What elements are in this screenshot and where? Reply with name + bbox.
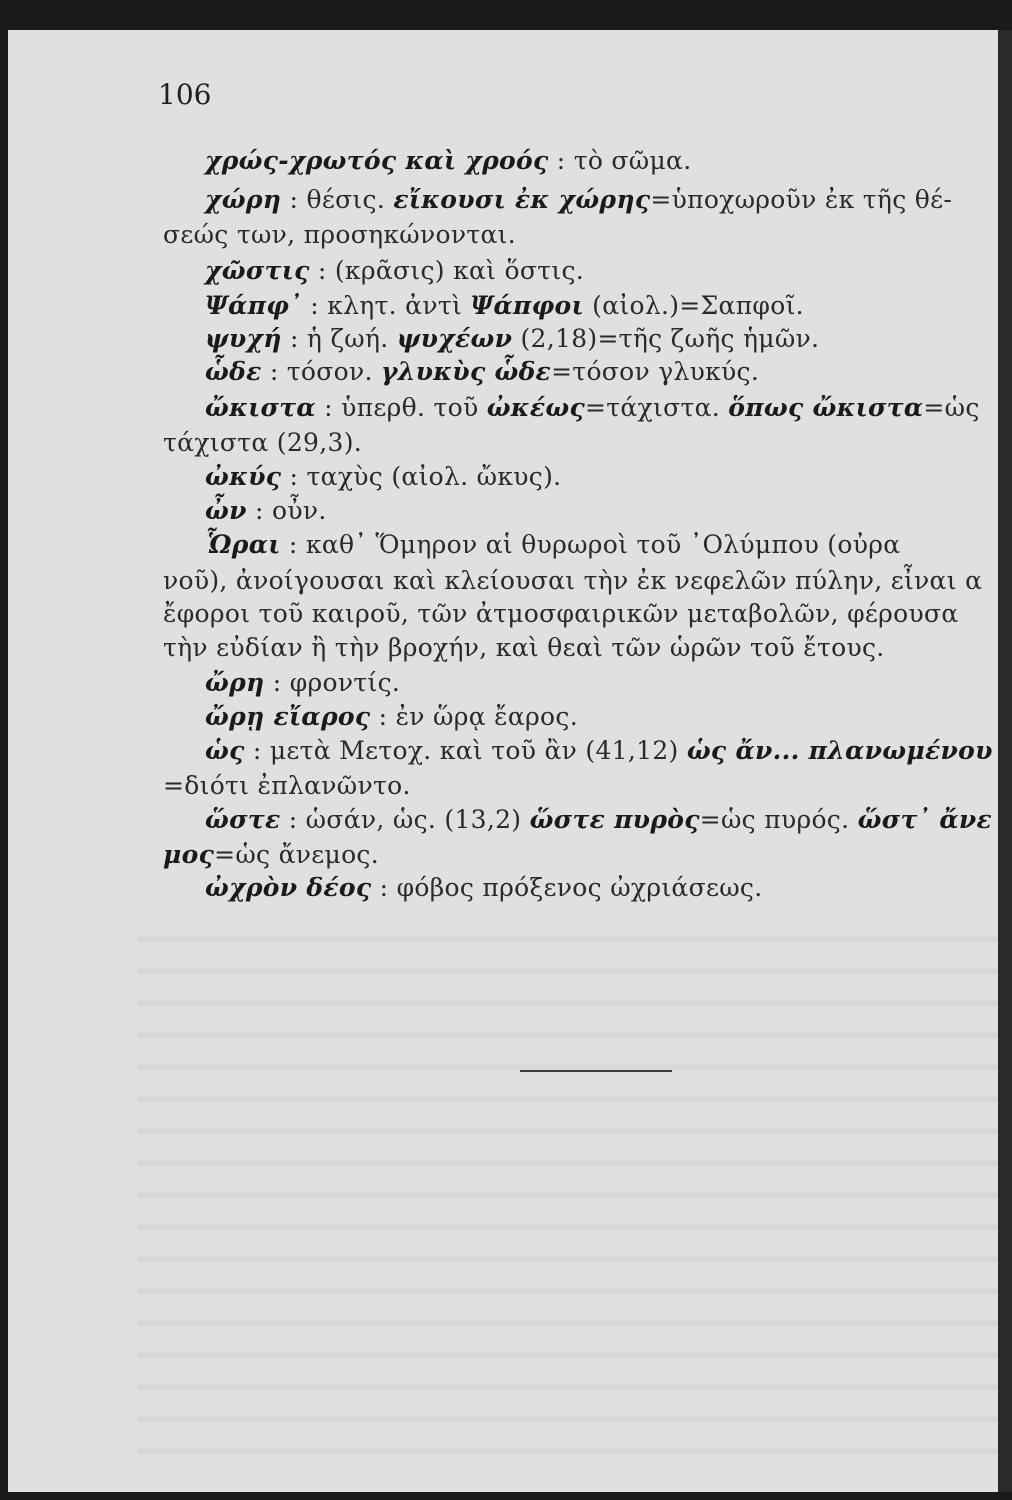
definition-text: : κλητ. ἀντὶ [301,291,471,320]
definition-text: =ὑποχωροῦν ἐκ τῆς θέ- [650,185,953,214]
glossary-line [205,324,819,353]
glossary-line [205,185,952,214]
definition-text: =ὡς [923,393,980,422]
headword: χώρη [205,185,282,214]
glossary-line [205,702,578,731]
definition-text: : τὸ σῶμα. [548,146,692,175]
definition-text: : μετὰ Μετοχ. καὶ τοῦ ἂν (41,12) [244,736,687,765]
headword: ψυχέων [396,324,513,353]
page-edge-shadow [998,30,1012,1492]
definition-text: : ἡ ζωή. [281,324,397,353]
definition-text: σεώς των, προσηκώνονται. [163,220,517,249]
glossary-line [163,633,885,662]
definition-text: : καθ᾽ Ὅμηρον αἱ θυρωροὶ τοῦ ᾽Ολύμπου (οὐρα [280,530,901,559]
headword: γλυκὺς ὧδε [380,357,552,386]
headword: χρώς-χρωτός καὶ χροός [205,146,549,175]
definition-text: : ὑπερθ. τοῦ [315,393,487,422]
glossary-line [205,146,691,175]
show-through-texture [138,910,1012,1470]
glossary-line [205,873,762,902]
definition-text: τὴν εὐδίαν ἢ τὴν βροχήν, καὶ θεαὶ τῶν ὡρῶν τοῦ ἔτους. [163,633,885,662]
glossary-line [163,840,379,869]
headword: Ὧραι [205,530,281,559]
headword: ὧδε [205,357,262,386]
definition-text: : ὡσάν, ὡς. (13,2) [280,805,530,834]
glossary-line [205,736,993,765]
headword: εἴκουσι ἐκ χώρης [393,185,651,214]
glossary-line [163,566,982,595]
definition-text: =ὡς ἄνεμος. [214,840,379,869]
definition-text: : θέσις. [281,185,394,214]
page-number: 106 [158,78,212,111]
definition-text: : φροντίς. [264,668,401,697]
glossary-line [205,393,980,422]
glossary-line [205,462,561,491]
definition-text: ἔφοροι τοῦ καιροῦ, τῶν ἀτμοσφαιρικῶν μεταβολῶν, φέρουσα [163,599,959,628]
headword: ὡς ἄν... πλανωμένου [686,736,993,765]
headword: χῶστις [205,256,310,285]
headword: ὤρη [205,668,265,697]
book-page [8,30,1012,1492]
definition-text: : ἐν ὥρᾳ ἔαρος. [370,702,578,731]
end-rule [520,1070,672,1072]
headword: ὦν [205,496,247,525]
definition-text: =διότι ἐπλανῶντο. [163,771,411,800]
glossary-line [205,291,804,320]
headword: ὠκέως [486,393,585,422]
glossary-line [163,599,959,628]
glossary-line [163,771,411,800]
glossary-line [205,256,584,285]
headword: ὡς [205,736,245,765]
headword: ὅπως ὤκιστα [728,393,924,422]
definition-text: : ταχὺς (αἰολ. ὤκυς). [281,462,562,491]
definition-text: νοῦ), ἀνοίγουσαι καὶ κλείουσαι τὴν ἐκ νεφελῶν πύλην, εἶναι α [163,566,983,595]
glossary-line [205,805,992,834]
definition-text: : τόσον. [261,357,381,386]
definition-text: =τόσον γλυκύς. [551,357,760,386]
headword: ὤκιστα [205,393,316,422]
definition-text: (2,18)=τῆς ζωῆς ἡμῶν. [512,324,820,353]
headword: ὥστε [205,805,281,834]
headword: ὠχρὸν δέος [205,873,372,902]
headword: ὥστε πυρὸς [529,805,700,834]
headword: ὥστ᾽ ἄνε [857,805,993,834]
glossary-line [163,220,516,249]
definition-text: (αἰολ.)=Σαπφοῖ. [583,291,804,320]
definition-text: : οὖν. [246,496,327,525]
headword: ὠκύς [205,462,282,491]
headword: Ψάπφοι [470,291,584,320]
headword: μος [163,840,215,869]
glossary-line [163,428,362,457]
glossary-line [205,496,327,525]
definition-text: =ὡς πυρός. [699,805,858,834]
glossary-line [205,668,400,697]
glossary-line [205,357,759,386]
definition-text: τάχιστα (29,3). [163,428,363,457]
definition-text: : (κρᾶσις) καὶ ὅστις. [309,256,585,285]
headword: ὤρῃ εἴαρος [205,702,371,731]
headword: Ψάπφ᾽ [205,291,302,320]
glossary-line [205,530,900,559]
definition-text: : φόβος πρόξενος ὠχριάσεως. [371,873,763,902]
definition-text: =τάχιστα. [584,393,729,422]
headword: ψυχή [205,324,282,353]
